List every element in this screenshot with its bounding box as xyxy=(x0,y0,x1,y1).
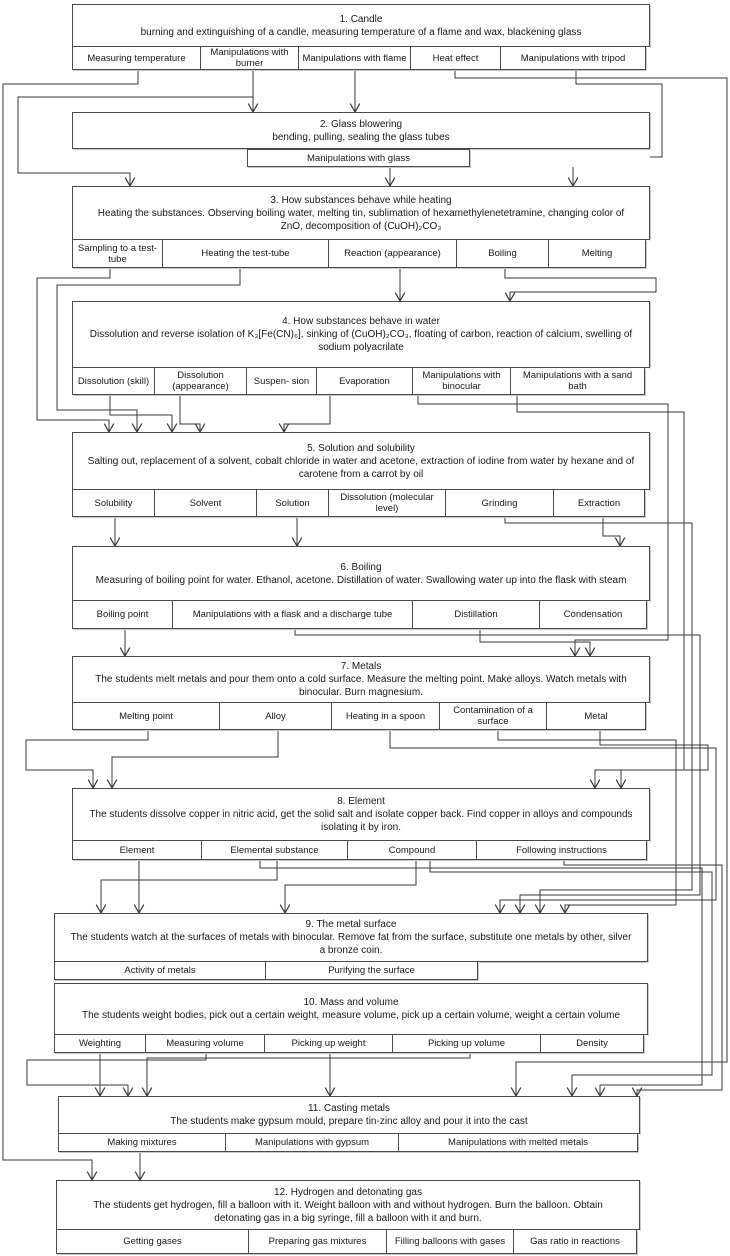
skill-cell: Manipulations with binocular xyxy=(412,368,511,395)
skills-row xyxy=(54,962,479,980)
lesson-box-2 xyxy=(72,112,650,167)
skills-row xyxy=(72,841,650,860)
skill-cell: Dissolution (skill) xyxy=(72,368,155,395)
skill-cell: Preparing gas mixtures xyxy=(248,1230,387,1254)
connector-edge xyxy=(27,1053,206,1096)
skill-cell: Contamination of a surface xyxy=(439,703,547,730)
skill-cell: Manipulations with a sand bath xyxy=(510,368,645,395)
skill-cell: Purifying the surface xyxy=(265,962,478,980)
skill-cell: Sampling to a test-tube xyxy=(72,240,163,268)
skill-cell: Alloy xyxy=(219,703,332,730)
skill-cell: Distillation xyxy=(412,601,540,629)
lesson-description: Heating the substances. Observing boiling water, melting tin, sublimation of hexamethylenetetramine, changing color of ZnO, decomposition of (CuOH)₂CO₃ xyxy=(97,207,625,232)
lesson-main xyxy=(58,1096,640,1134)
skill-cell: Dissolution (molecular level) xyxy=(328,490,446,517)
lesson-title: 7. Metals xyxy=(340,661,382,672)
skills-row xyxy=(56,1230,640,1254)
skills-row xyxy=(72,601,650,629)
skill-cell: Heating in a spoon xyxy=(331,703,440,730)
skills-row xyxy=(72,240,650,268)
skills-row xyxy=(58,1134,640,1152)
connector-edge xyxy=(112,730,278,788)
skill-cell: Manipulations with flame xyxy=(298,47,411,70)
lesson-box-7 xyxy=(72,656,650,730)
lesson-description: Dissolution and reverse isolation of K₃[Fe(CN)₆], sinking of (CuOH)₂CO₃, floating of carbon, reaction of calcium, swelling of sodium polyacrilate xyxy=(89,329,633,353)
lesson-main xyxy=(72,546,650,601)
skill-cell: Suspen- sion xyxy=(246,368,317,395)
connector-edge xyxy=(480,629,590,656)
skill-cell: Extraction xyxy=(553,490,645,517)
skill-cell: Melting xyxy=(548,240,646,268)
lesson-description: The students dissolve copper in nitric acid, get the solid salt and isolate copper back. Find copper in alloys and compounds isolating it by iron. xyxy=(89,809,633,833)
skill-cell: Picking up weight xyxy=(264,1035,393,1053)
skills-row xyxy=(72,47,650,70)
skill-cell: Picking up volume xyxy=(392,1035,541,1053)
lesson-title: 4. How substances behave in water xyxy=(282,316,440,327)
lesson-box-12 xyxy=(56,1180,640,1254)
skill-cell: Manipulations with gypsum xyxy=(225,1134,399,1152)
skill-cell: Compound xyxy=(347,841,477,860)
skill-cell: Manipulations with tripod xyxy=(500,47,646,70)
skill-cell: Boiling xyxy=(456,240,549,268)
skill-cell: Activity of metals xyxy=(54,962,266,980)
lesson-title: 8. Element xyxy=(337,796,385,807)
lesson-description: bending, pulling, sealing the glass tubes xyxy=(272,131,450,143)
connector-edge xyxy=(180,395,200,432)
skill-cell: Weighting xyxy=(54,1035,146,1053)
skill-cell: Making mixtures xyxy=(58,1134,226,1152)
skill-cell: Getting gases xyxy=(56,1230,249,1254)
lesson-main xyxy=(72,432,650,490)
skill-cell: Gas ratio in reactions xyxy=(513,1230,637,1254)
lesson-title: 6. Boiling xyxy=(340,561,382,573)
lesson-title: 12. Hydrogen and detonating gas xyxy=(274,1186,422,1198)
connector-edge xyxy=(147,1053,470,1096)
lesson-title: 10. Mass and volume xyxy=(303,997,399,1008)
skill-cell: Solvent xyxy=(154,490,257,517)
skills-row xyxy=(72,703,650,730)
lesson-description: The students make gypsum mould, prepare tin-zinc alloy and pour it into the cast xyxy=(170,1116,528,1127)
skill-cell: Evaporation xyxy=(316,368,413,395)
skill-cell: Manipulations with glass xyxy=(247,149,470,167)
lesson-main xyxy=(72,4,650,47)
lesson-main xyxy=(72,788,650,841)
connector-edge xyxy=(110,395,172,432)
skill-cell: Reaction (appearance) xyxy=(328,240,457,268)
lesson-main xyxy=(54,913,648,962)
lesson-title: 3. How substances behave while heating xyxy=(270,194,452,206)
lesson-main xyxy=(72,186,650,240)
lesson-main xyxy=(72,301,650,368)
skills-row xyxy=(72,368,650,395)
connector-edge xyxy=(26,730,148,788)
lesson-title: 11. Casting metals xyxy=(307,1103,391,1114)
lesson-description: The students watch at the surfaces of metals with binocular. Remove fat from the surface, substitute one metals by other, silver a bronze coin. xyxy=(70,932,632,956)
skill-cell: Grinding xyxy=(445,490,554,517)
skill-cell: Following instructions xyxy=(476,841,647,860)
lesson-box-4 xyxy=(72,301,650,395)
skill-cell: Melting point xyxy=(72,703,220,730)
connector-edge xyxy=(505,268,656,301)
skill-cell: Solubility xyxy=(72,490,155,517)
lesson-main xyxy=(72,656,650,703)
skills-row xyxy=(72,490,650,517)
lesson-description: Measuring of boiling point for water. Ethanol, acetone. Distillation of water. Swallowing water up into the flask with steam xyxy=(95,574,627,586)
skill-cell: Elemental substance xyxy=(201,841,348,860)
lesson-box-5 xyxy=(72,432,650,517)
lesson-main xyxy=(72,112,650,149)
lesson-title: 2. Glass blowering xyxy=(319,118,403,130)
lesson-description: The students melt metals and pour them onto a cold surface. Measure the melting point. Make alloys. Watch metals with binocular. Burn magnesium. xyxy=(95,674,627,698)
skill-cell: Metal xyxy=(546,703,646,730)
connector-edge xyxy=(284,395,330,432)
skill-cell: Measuring volume xyxy=(145,1035,265,1053)
skill-cell: Heat effect xyxy=(410,47,501,70)
skill-cell: Manipulations with burner xyxy=(200,47,299,70)
skills-row xyxy=(54,1035,648,1053)
lesson-description: Salting out, replacement of a solvent, cobalt chloride in water and acetone, extraction of iodine from water by hexane and of carotene from a carrot by oil xyxy=(87,455,635,480)
skill-cell: Manipulations with melted metals xyxy=(398,1134,638,1152)
lesson-box-9 xyxy=(54,913,648,980)
lesson-box-10 xyxy=(54,983,648,1053)
lesson-description: The students get hydrogen, fill a balloon with it. Weight balloon with and without hydrogen. Burn the balloon. Obtain detonating gas in a big syringe, fill a balloon with it and burn. xyxy=(93,1199,603,1224)
skill-cell: Heating the test-tube xyxy=(162,240,329,268)
lesson-title: 1. Candle xyxy=(339,13,383,25)
lesson-title: 5. Solution and solubility xyxy=(307,442,415,454)
lesson-box-6 xyxy=(72,546,650,629)
skill-cell: Dissolution (appearance) xyxy=(154,368,247,395)
skill-cell: Condensation xyxy=(539,601,647,629)
lesson-box-1 xyxy=(72,4,650,70)
skill-cell: Measuring temperature xyxy=(72,47,201,70)
connector-edge xyxy=(603,517,620,546)
skills-row xyxy=(247,149,470,167)
skill-cell: Solution xyxy=(256,490,329,517)
lesson-box-11 xyxy=(58,1096,640,1152)
skill-cell: Density xyxy=(540,1035,644,1053)
lesson-box-3 xyxy=(72,186,650,268)
skill-cell: Element xyxy=(72,841,202,860)
lesson-box-8 xyxy=(72,788,650,860)
skill-cell: Manipulations with a flask and a discharge tube xyxy=(172,601,413,629)
connector-edge xyxy=(101,860,277,913)
lesson-main xyxy=(56,1180,640,1230)
lesson-description: burning and extinguishing of a candle, measuring temperature of a flame and wax, blackening glass xyxy=(140,26,582,38)
lesson-description: The students weight bodies, pick out a certain weight, measure volume, pick up a certain volume, weight a certain volume xyxy=(81,1010,621,1021)
lesson-title: 9. The metal surface xyxy=(305,919,397,930)
skill-cell: Boiling point xyxy=(72,601,173,629)
lesson-main xyxy=(54,983,648,1035)
skill-cell: Filling balloons with gases xyxy=(386,1230,514,1254)
